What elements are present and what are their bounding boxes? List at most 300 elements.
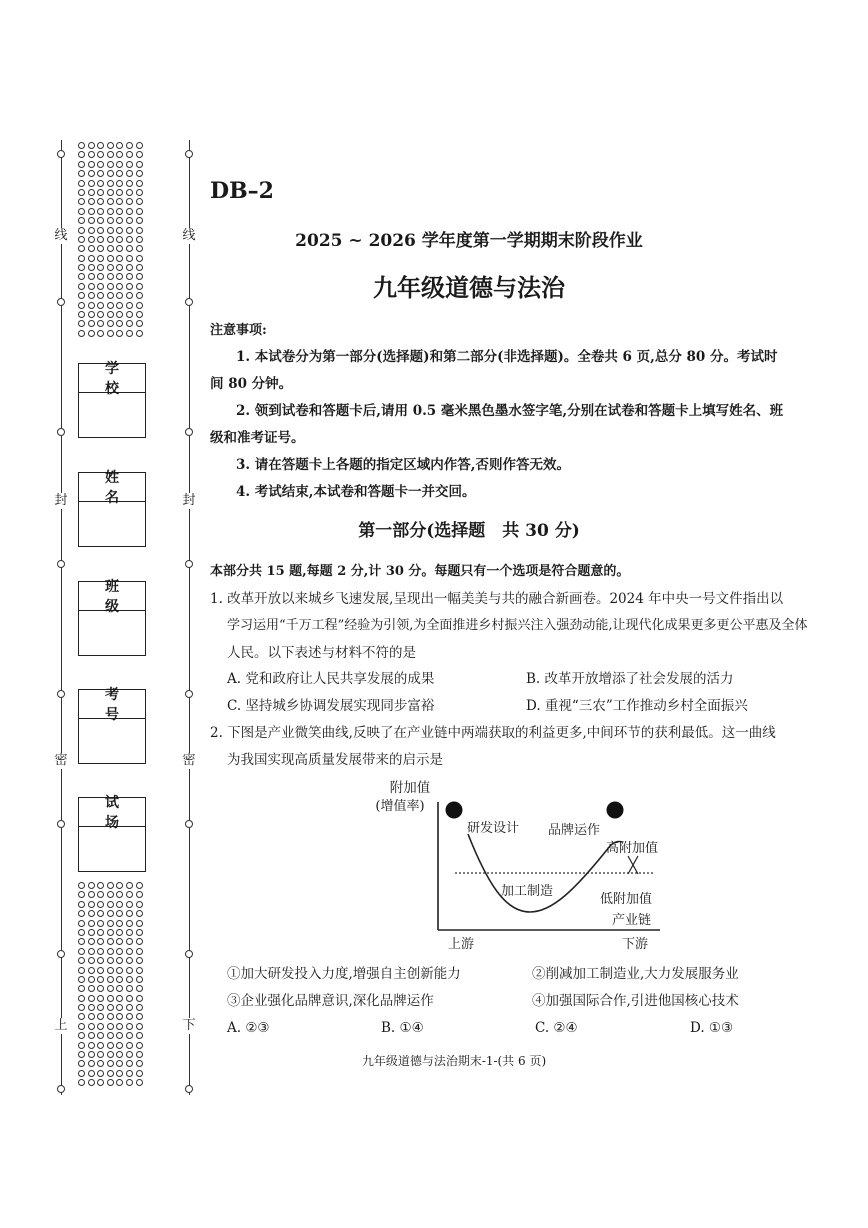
binding-dot: [88, 255, 95, 262]
binding-dot: [88, 1042, 95, 1049]
binding-dot: [88, 217, 95, 224]
binding-circle: [185, 1085, 193, 1093]
binding-dot: [116, 967, 123, 974]
binding-dot: [78, 1013, 85, 1020]
q2-statement-4: ④加强国际合作,引进他国核心技术: [532, 993, 739, 1009]
binding-dot: [116, 1004, 123, 1011]
binding-dot: [136, 1004, 143, 1011]
binding-dot: [136, 1013, 143, 1020]
binding-dot: [78, 161, 85, 168]
label-brand: 品牌运作: [548, 823, 601, 838]
binding-dot: [126, 1042, 133, 1049]
binding-dot: [136, 910, 143, 917]
binding-dot: [116, 311, 123, 318]
upstream-marker: [446, 802, 463, 819]
binding-dot: [107, 198, 114, 205]
binding-dot: [88, 995, 95, 1002]
binding-dot: [116, 264, 123, 271]
q2-stem: 为我国实现高质量发展带来的启示是: [227, 752, 443, 768]
binding-dot: [116, 1013, 123, 1020]
binding-dot: [136, 142, 143, 149]
binding-dot: [126, 882, 133, 889]
binding-dot: [107, 882, 114, 889]
binding-dot: [116, 882, 123, 889]
seal-char-secret: 密: [54, 753, 68, 768]
seal-char-seal: 封: [182, 493, 196, 508]
binding-dot: [116, 938, 123, 945]
binding-dot: [97, 142, 104, 149]
binding-dot: [116, 142, 123, 149]
binding-dot: [107, 208, 114, 215]
q1-stem: 学习运用“千万工程”经验为引领,为全面推进乡村振兴注入强劲动能,让现代化成果更多更公平惠及全体: [227, 618, 808, 633]
binding-dot: [116, 208, 123, 215]
binding-dot: [97, 1032, 104, 1039]
binding-dot: [116, 180, 123, 187]
binding-circle: [185, 820, 193, 828]
binding-dot: [78, 1079, 85, 1086]
binding-circle: [185, 950, 193, 958]
binding-dot: [78, 189, 85, 196]
binding-dot: [78, 1042, 85, 1049]
binding-dot: [97, 910, 104, 917]
binding-dot: [88, 1070, 95, 1077]
binding-dot: [78, 1023, 85, 1030]
q1-option-b[interactable]: B. 改革开放增添了社会发展的活力: [526, 671, 734, 687]
binding-dot: [107, 920, 114, 927]
binding-circle: [57, 690, 65, 698]
binding-dot: [78, 170, 85, 177]
binding-dot: [126, 311, 133, 318]
label-manufacturing: 加工制造: [501, 884, 554, 899]
binding-dot: [107, 1042, 114, 1049]
binding-dot: [97, 311, 104, 318]
binding-dot: [78, 929, 85, 936]
binding-dot: [136, 948, 143, 955]
binding-dot: [126, 1004, 133, 1011]
section-title: 第一部分(选择题 共 30 分): [358, 521, 580, 541]
binding-circle: [185, 560, 193, 568]
binding-dot: [136, 1042, 143, 1049]
seal-char-secret: 密: [182, 753, 196, 768]
binding-dot: [126, 264, 133, 271]
binding-dot: [78, 151, 85, 158]
binding-dot: [116, 170, 123, 177]
binding-dot: [97, 264, 104, 271]
binding-dot: [116, 255, 123, 262]
notice-item: 3. 请在答题卡上各题的指定区域内作答,否则作答无效。: [236, 457, 570, 473]
field-exam-number[interactable]: [78, 687, 151, 764]
field-school-label: 学校: [79, 364, 145, 393]
binding-dot: [107, 957, 114, 964]
binding-dot: [107, 142, 114, 149]
binding-dot: [116, 957, 123, 964]
binding-dot: [107, 180, 114, 187]
binding-dot: [107, 1070, 114, 1077]
binding-dot: [107, 1013, 114, 1020]
binding-dot: [136, 320, 143, 327]
binding-dot: [116, 948, 123, 955]
binding-dot: [116, 1079, 123, 1086]
binding-dot: [136, 180, 143, 187]
binding-dot: [116, 1023, 123, 1030]
binding-dot: [116, 1042, 123, 1049]
binding-dot: [88, 985, 95, 992]
binding-dot: [136, 901, 143, 908]
binding-dot: [107, 901, 114, 908]
binding-dot: [126, 189, 133, 196]
binding-circle: [57, 1085, 65, 1093]
binding-dot: [88, 208, 95, 215]
binding-dot: [107, 217, 114, 224]
binding-dot: [97, 891, 104, 898]
binding-dot: [78, 217, 85, 224]
binding-dot: [97, 180, 104, 187]
binding-dot: [88, 264, 95, 271]
binding-dot: [107, 1004, 114, 1011]
section-intro: 本部分共 15 题,每题 2 分,计 30 分。每题只有一个选项是符合题意的。: [210, 564, 630, 579]
notice-item: 2. 领到试卷和答题卡后,请用 0.5 毫米黑色墨水签字笔,分别在试卷和答题卡上填写姓名、班: [236, 403, 784, 419]
binding-dot: [78, 938, 85, 945]
binding-dot: [126, 901, 133, 908]
q1-option-c[interactable]: C. 坚持城乡协调发展实现同步富裕: [227, 698, 435, 714]
ylabel-1: 附加值: [389, 780, 431, 796]
binding-dot: [88, 910, 95, 917]
binding-dot: [126, 180, 133, 187]
binding-dot: [97, 330, 104, 337]
binding-dot: [126, 929, 133, 936]
binding-dot: [88, 1004, 95, 1011]
binding-dot: [107, 929, 114, 936]
binding-dot: [78, 198, 85, 205]
binding-dot: [126, 320, 133, 327]
binding-dot: [88, 948, 95, 955]
binding-dot: [97, 1013, 104, 1020]
notice-item: 间 80 分钟。: [210, 376, 293, 392]
binding-dot: [97, 957, 104, 964]
smile-curve-diagram: [360, 772, 690, 957]
binding-dot: [136, 151, 143, 158]
binding-dot: [78, 948, 85, 955]
binding-dot: [126, 1079, 133, 1086]
binding-dot: [78, 320, 85, 327]
binding-dot: [78, 1004, 85, 1011]
binding-dot: [97, 929, 104, 936]
binding-dot: [88, 920, 95, 927]
binding-dot: [107, 161, 114, 168]
binding-dot: [136, 920, 143, 927]
binding-dot: [126, 1013, 133, 1020]
field-class-label: 班级: [79, 582, 145, 611]
binding-dot: [136, 1079, 143, 1086]
binding-dot: [97, 882, 104, 889]
binding-dot: [107, 1032, 114, 1039]
binding-dot: [78, 985, 85, 992]
label-upstream: 上游: [448, 937, 475, 952]
binding-dot: [126, 151, 133, 158]
label-downstream: 下游: [622, 937, 649, 952]
binding-dot: [126, 976, 133, 983]
q2-option-d[interactable]: D. ①③: [690, 1020, 734, 1036]
binding-dot: [88, 957, 95, 964]
binding-dot: [88, 976, 95, 983]
q2-statement-3: ③企业强化品牌意识,深化品牌运作: [227, 993, 434, 1009]
binding-dot: [116, 901, 123, 908]
binding-dot: [97, 901, 104, 908]
binding-dot: [136, 882, 143, 889]
notice-item: 4. 考试结束,本试卷和答题卡一并交回。: [236, 484, 476, 500]
label-chain: 产业链: [612, 913, 652, 928]
notice-item: 级和准考证号。: [210, 430, 305, 446]
binding-dot: [97, 1042, 104, 1049]
binding-dot: [78, 910, 85, 917]
binding-dot: [107, 967, 114, 974]
field-class[interactable]: [78, 579, 151, 656]
binding-dot: [78, 208, 85, 215]
binding-dot: [107, 151, 114, 158]
binding-dot: [126, 891, 133, 898]
binding-dot: [126, 255, 133, 262]
binding-dot: [126, 967, 133, 974]
binding-dot: [97, 320, 104, 327]
binding-dot: [107, 995, 114, 1002]
binding-dot: [78, 1070, 85, 1077]
binding-circle: [57, 150, 65, 158]
binding-dot: [136, 929, 143, 936]
label-low-value: 低附加值: [600, 892, 653, 907]
binding-dot: [97, 920, 104, 927]
binding-dot: [126, 1070, 133, 1077]
binding-dot: [97, 967, 104, 974]
binding-dot: [116, 929, 123, 936]
binding-dot: [136, 198, 143, 205]
binding-dot: [136, 189, 143, 196]
binding-dot: [78, 255, 85, 262]
binding-dot: [88, 189, 95, 196]
binding-dot: [107, 320, 114, 327]
binding-circle: [185, 690, 193, 698]
binding-dot: [97, 161, 104, 168]
binding-dot: [97, 217, 104, 224]
binding-dot: [116, 1032, 123, 1039]
binding-dot: [136, 938, 143, 945]
binding-dot: [116, 330, 123, 337]
binding-dot: [136, 995, 143, 1002]
binding-dot: [126, 161, 133, 168]
binding-dot: [116, 976, 123, 983]
binding-dot: [126, 198, 133, 205]
binding-dot: [136, 976, 143, 983]
binding-dot: [107, 1023, 114, 1030]
binding-dot: [126, 142, 133, 149]
binding-dot: [126, 948, 133, 955]
binding-dot: [116, 161, 123, 168]
binding-dot: [116, 189, 123, 196]
binding-dot: [116, 985, 123, 992]
binding-dot: [78, 264, 85, 271]
binding-dot: [136, 208, 143, 215]
binding-dot: [126, 330, 133, 337]
binding-dot: [78, 311, 85, 318]
q1-option-a[interactable]: A. 党和政府让人民共享发展的成果: [227, 671, 435, 687]
notice-item: 1. 本试卷分为第一部分(选择题)和第二部分(非选择题)。全卷共 6 页,总分 80 分。考试时: [236, 349, 778, 365]
binding-dot: [126, 957, 133, 964]
binding-dot: [136, 255, 143, 262]
binding-dot: [126, 910, 133, 917]
ylabel-2: (增值率): [375, 799, 425, 814]
binding-dot: [78, 891, 85, 898]
q2-statement-2: ②削减加工制造业,大力发展服务业: [532, 966, 739, 982]
binding-dot: [126, 1023, 133, 1030]
binding-dot: [107, 264, 114, 271]
label-high-value: 高附加值: [606, 841, 659, 856]
binding-dot: [78, 957, 85, 964]
subject-title: 九年级道德与法治: [373, 273, 565, 302]
binding-dot: [126, 938, 133, 945]
binding-dot: [126, 170, 133, 177]
binding-dot: [97, 198, 104, 205]
binding-dot: [116, 320, 123, 327]
binding-dot: [116, 1070, 123, 1077]
binding-dot: [88, 170, 95, 177]
binding-dot: [136, 1070, 143, 1077]
binding-dot: [97, 1004, 104, 1011]
seal-char-seal: 封: [54, 493, 68, 508]
binding-dot: [97, 1070, 104, 1077]
binding-dot: [126, 217, 133, 224]
binding-dot: [88, 142, 95, 149]
page-footer: 九年级道德与法治期末-1-(共 6 页): [361, 1054, 547, 1068]
binding-dot: [107, 170, 114, 177]
binding-dot: [136, 311, 143, 318]
binding-dot: [107, 891, 114, 898]
binding-dot: [107, 976, 114, 983]
binding-dot: [78, 882, 85, 889]
notice-heading: 注意事项:: [210, 323, 267, 338]
binding-dot: [136, 891, 143, 898]
seal-char-line: 线: [54, 228, 68, 243]
binding-dot: [97, 985, 104, 992]
binding-dot: [97, 1023, 104, 1030]
binding-dot: [78, 967, 85, 974]
binding-dot: [78, 995, 85, 1002]
binding-dot: [116, 891, 123, 898]
binding-dot: [88, 1013, 95, 1020]
binding-dot: [107, 255, 114, 262]
binding-dot: [107, 910, 114, 917]
binding-dot: [88, 938, 95, 945]
binding-dot: [88, 330, 95, 337]
binding-dot: [136, 967, 143, 974]
binding-dot: [88, 882, 95, 889]
label-rnd: 研发设计: [467, 821, 520, 836]
downstream-marker: [607, 802, 624, 819]
q2-stem: 2. 下图是产业微笑曲线,反映了在产业链中两端获取的利益更多,中间环节的获利最低。这一曲线: [210, 725, 776, 741]
binding-dot: [107, 330, 114, 337]
q1-stem: 人民。以下表述与材料不符的是: [227, 645, 416, 661]
q2-option-b[interactable]: B. ①④: [381, 1020, 424, 1036]
binding-dot: [97, 151, 104, 158]
binding-dot: [136, 264, 143, 271]
binding-circle: [185, 428, 193, 436]
binding-dot: [88, 929, 95, 936]
binding-dot: [88, 151, 95, 158]
binding-dot: [116, 920, 123, 927]
binding-dot: [107, 948, 114, 955]
binding-dot: [88, 198, 95, 205]
field-exam-room-label: 试场: [79, 798, 145, 827]
binding-dot: [136, 217, 143, 224]
paper-code: DB–2: [210, 178, 274, 204]
binding-dot: [88, 161, 95, 168]
binding-dot: [88, 311, 95, 318]
binding-dot: [136, 957, 143, 964]
q2-statement-1: ①加大研发投入力度,增强自主创新能力: [227, 966, 461, 982]
binding-dot: [97, 170, 104, 177]
binding-dot: [88, 891, 95, 898]
binding-dot: [97, 976, 104, 983]
binding-dot: [136, 170, 143, 177]
binding-dot: [88, 901, 95, 908]
binding-dot: [78, 180, 85, 187]
binding-dot: [136, 161, 143, 168]
seal-char-line: 线: [182, 228, 196, 243]
binding-dot: [136, 985, 143, 992]
binding-dot: [126, 985, 133, 992]
binding-dot: [78, 976, 85, 983]
binding-dot: [88, 320, 95, 327]
binding-dot: [78, 1032, 85, 1039]
binding-dot: [116, 995, 123, 1002]
binding-dot: [78, 142, 85, 149]
binding-circle: [57, 950, 65, 958]
binding-dot: [107, 189, 114, 196]
field-exam-number-label: 考号: [79, 690, 145, 719]
binding-dot: [97, 948, 104, 955]
binding-circle: [185, 150, 193, 158]
binding-dot: [88, 967, 95, 974]
binding-dot: [97, 1079, 104, 1086]
binding-dot: [88, 180, 95, 187]
q2-option-c[interactable]: C. ②④: [535, 1020, 578, 1036]
binding-dot: [136, 1023, 143, 1030]
binding-dot: [88, 1032, 95, 1039]
binding-dot: [88, 1023, 95, 1030]
q2-option-a[interactable]: A. ②③: [227, 1020, 270, 1036]
binding-dot: [97, 255, 104, 262]
binding-dot: [126, 995, 133, 1002]
q1-stem: 1. 改革开放以来城乡飞速发展,呈现出一幅美美与共的融合新画卷。2024 年中央一号文件指出以: [210, 591, 784, 607]
binding-dot: [88, 1079, 95, 1086]
field-name-label: 姓名: [79, 473, 145, 502]
binding-dot: [78, 901, 85, 908]
binding-dot: [107, 938, 114, 945]
q1-option-d[interactable]: D. 重视“三农”工作推动乡村全面振兴: [526, 698, 748, 714]
seal-char-up: 上: [54, 1018, 68, 1033]
binding-dot: [107, 985, 114, 992]
binding-dot: [78, 330, 85, 337]
paper-title: 2025 ~ 2026 学年度第一学期期末阶段作业: [295, 231, 643, 251]
field-exam-room[interactable]: [78, 795, 151, 872]
binding-dot: [116, 910, 123, 917]
binding-dot: [107, 311, 114, 318]
field-school[interactable]: [78, 361, 151, 438]
binding-circle: [57, 820, 65, 828]
seal-char-down: 下: [182, 1018, 196, 1033]
binding-dot: [126, 1032, 133, 1039]
binding-dot: [116, 151, 123, 158]
binding-dot: [97, 208, 104, 215]
binding-dot: [136, 330, 143, 337]
